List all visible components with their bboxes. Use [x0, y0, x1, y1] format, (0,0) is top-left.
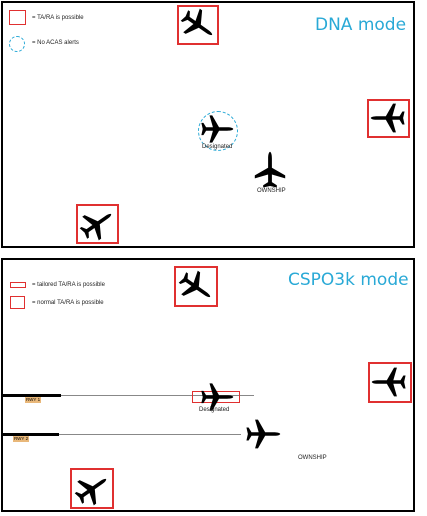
- legend-tailored-box: [10, 282, 26, 288]
- cspo3k-mode-title: CSPO3k mode: [288, 270, 409, 290]
- ownship-label: OWNSHIP: [257, 188, 286, 194]
- ownship-aircraft-icon-b: [245, 416, 281, 452]
- legend-ta-ra-box: [9, 10, 26, 25]
- designated-label-b: Designated: [199, 407, 230, 413]
- runway-2-extended-centerline: [59, 434, 241, 435]
- runway-2: [3, 433, 59, 436]
- runway-1-label: RWY 1: [26, 397, 41, 402]
- ownship-aircraft-icon: [251, 151, 289, 189]
- traffic-aircraft-right-icon: [370, 100, 406, 136]
- runway-2-label: RWY 2: [14, 436, 29, 441]
- legend-no-alert-circle: [9, 36, 25, 52]
- dna-mode-title: DNA mode: [315, 15, 407, 35]
- cspo3k-mode-panel: [1, 258, 415, 512]
- legend-ta-ra-text: = TA/RA is possible: [32, 15, 84, 21]
- legend-normal-box: [10, 296, 25, 309]
- legend-normal-text: = normal TA/RA is possible: [32, 300, 104, 306]
- legend-no-alert-text: = No ACAS alerts: [32, 40, 79, 46]
- traffic-aircraft-right-icon-b: [371, 364, 407, 400]
- designated-aircraft-icon: [200, 112, 234, 146]
- dna-mode-panel: [1, 1, 415, 248]
- ownship-label-b: OWNSHIP: [298, 455, 327, 461]
- designated-label: Designated: [202, 144, 233, 150]
- legend-tailored-text: = tailored TA/RA is possible: [32, 282, 105, 288]
